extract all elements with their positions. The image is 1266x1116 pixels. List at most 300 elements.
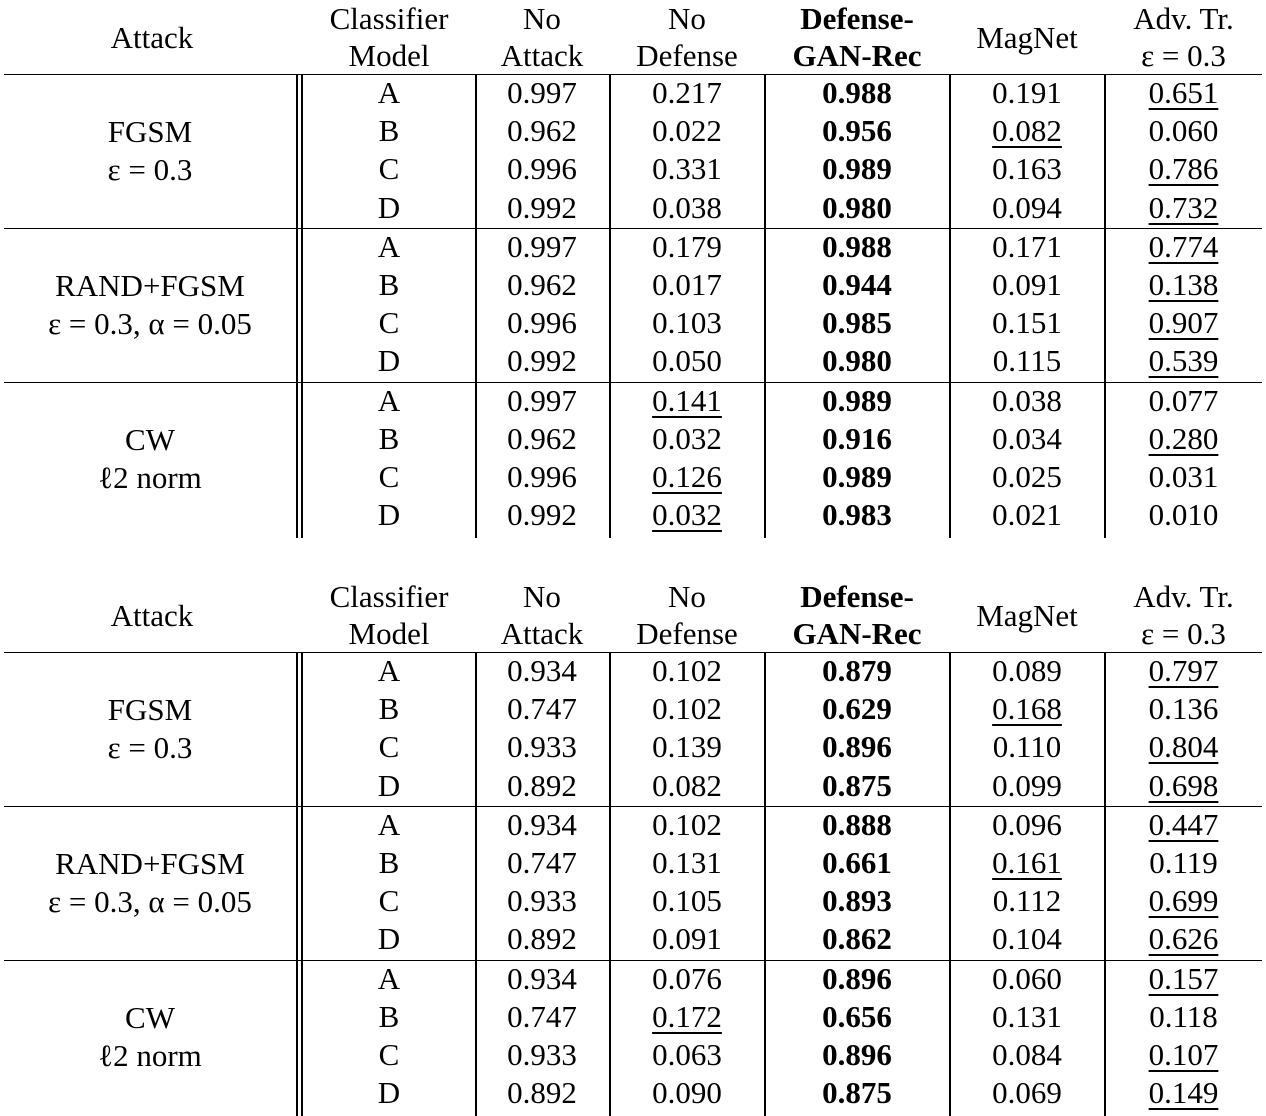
value-text: 0.989 xyxy=(822,459,892,494)
value-cell xyxy=(610,1074,764,1112)
value-text: 0.102 xyxy=(652,806,722,842)
value-cell xyxy=(950,767,1104,805)
value-cell xyxy=(610,652,764,690)
value-text: 0.786 xyxy=(1148,151,1219,187)
value-text: 0.091 xyxy=(652,921,722,957)
value-cell xyxy=(1105,342,1262,380)
value-cell xyxy=(765,458,949,496)
value-cell xyxy=(765,920,949,958)
header-line: No xyxy=(523,1,561,36)
attack-label xyxy=(0,961,300,1114)
value-cell xyxy=(765,228,949,266)
value-text: 0.747 xyxy=(507,691,577,727)
value-cell xyxy=(610,496,764,534)
value-text: 0.141 xyxy=(652,382,722,418)
attack-params: ε = 0.3 xyxy=(107,152,193,188)
value-text: 0.118 xyxy=(1149,998,1218,1034)
value-cell xyxy=(610,189,764,227)
value-cell xyxy=(476,1074,608,1112)
value-text: 0.997 xyxy=(507,228,577,264)
classifier-model-cell: C xyxy=(378,1037,400,1072)
value-cell xyxy=(476,112,608,150)
attack-name: CW xyxy=(125,421,175,457)
value-cell xyxy=(950,728,1104,766)
value-text: 0.656 xyxy=(822,998,892,1034)
value-cell xyxy=(950,228,1104,266)
attack-params: ε = 0.3 xyxy=(107,730,193,766)
value-cell xyxy=(1105,806,1262,844)
classifier-model-cell: A xyxy=(377,382,401,418)
value-text: 0.163 xyxy=(992,151,1062,187)
header-line: Classifier xyxy=(329,1,449,36)
value-text: 0.888 xyxy=(822,806,892,842)
value-cell xyxy=(476,228,608,266)
value-text: 0.038 xyxy=(992,382,1062,418)
value-cell xyxy=(765,960,949,998)
header-cell xyxy=(765,0,949,74)
value-text: 0.110 xyxy=(992,729,1062,765)
value-cell xyxy=(950,960,1104,998)
value-text: 0.989 xyxy=(822,151,892,187)
value-cell xyxy=(950,1036,1104,1074)
table-header xyxy=(0,0,1266,74)
value-cell xyxy=(610,882,764,920)
value-cell xyxy=(476,652,608,690)
header-line: Adv. Tr. xyxy=(1133,579,1234,614)
value-cell xyxy=(476,150,608,188)
value-text: 0.331 xyxy=(652,151,722,187)
header-line: Attack xyxy=(110,597,194,633)
value-cell xyxy=(950,882,1104,920)
value-text: 0.892 xyxy=(507,767,577,803)
header-cell xyxy=(303,578,475,652)
value-cell xyxy=(1105,496,1262,534)
value-text: 0.017 xyxy=(652,267,722,302)
value-text: 0.896 xyxy=(822,1037,892,1072)
value-text: 0.962 xyxy=(507,420,577,456)
table-header xyxy=(0,578,1266,652)
header-line: Defense xyxy=(636,616,738,651)
value-text: 0.161 xyxy=(992,845,1062,880)
header-cell xyxy=(476,0,608,74)
value-text: 0.102 xyxy=(652,653,722,688)
value-cell xyxy=(1105,1036,1262,1074)
value-cell xyxy=(1105,266,1262,304)
header-line: MagNet xyxy=(976,19,1078,55)
value-cell xyxy=(476,1036,608,1074)
value-text: 0.126 xyxy=(652,459,722,494)
value-cell xyxy=(765,150,949,188)
classifier-model-cell: D xyxy=(377,497,401,533)
value-cell xyxy=(950,844,1104,882)
value-text: 0.119 xyxy=(1149,845,1218,880)
value-cell xyxy=(950,382,1104,420)
header-cell xyxy=(303,0,475,74)
value-text: 0.082 xyxy=(992,113,1062,149)
value-cell xyxy=(950,998,1104,1036)
value-cell xyxy=(476,960,608,998)
classifier-model-cell: C xyxy=(378,459,400,494)
value-text: 0.136 xyxy=(1148,691,1219,727)
value-cell xyxy=(1105,112,1262,150)
value-cell xyxy=(476,767,608,805)
value-cell xyxy=(610,150,764,188)
header-line: ε = 0.3 xyxy=(1141,616,1226,651)
attack-label xyxy=(0,653,300,806)
value-text: 0.060 xyxy=(992,960,1062,996)
value-text: 0.747 xyxy=(507,998,577,1034)
value-text: 0.084 xyxy=(992,1037,1062,1072)
value-cell xyxy=(610,728,764,766)
header-line: Classifier xyxy=(329,579,449,614)
value-cell xyxy=(1105,728,1262,766)
value-text: 0.933 xyxy=(507,729,577,765)
value-cell xyxy=(476,920,608,958)
value-text: 0.962 xyxy=(507,113,577,149)
header-line: Attack xyxy=(110,19,194,55)
value-cell xyxy=(765,998,949,1036)
header-line: No xyxy=(668,1,706,36)
value-text: 0.179 xyxy=(652,228,722,264)
value-cell xyxy=(1105,304,1262,342)
attack-name: FGSM xyxy=(107,114,193,150)
classifier-model-cell: B xyxy=(378,998,400,1034)
value-cell xyxy=(950,150,1104,188)
value-cell xyxy=(476,304,608,342)
value-cell xyxy=(765,882,949,920)
header-line: Defense- xyxy=(800,1,914,36)
value-text: 0.031 xyxy=(1148,459,1219,494)
value-cell xyxy=(765,806,949,844)
header-line: Model xyxy=(348,38,430,73)
header-cell xyxy=(950,578,1104,652)
value-text: 0.892 xyxy=(507,1075,577,1111)
value-cell xyxy=(950,496,1104,534)
value-cell xyxy=(1105,652,1262,690)
classifier-model-cell: B xyxy=(378,113,400,149)
value-cell xyxy=(610,228,764,266)
value-cell xyxy=(610,266,764,304)
value-cell xyxy=(1105,382,1262,420)
value-cell xyxy=(1105,458,1262,496)
value-cell xyxy=(765,382,949,420)
value-cell xyxy=(476,266,608,304)
header-line: Adv. Tr. xyxy=(1133,1,1234,36)
value-cell xyxy=(950,74,1104,112)
value-text: 0.217 xyxy=(652,75,722,110)
value-cell xyxy=(950,458,1104,496)
classifier-model-cell: D xyxy=(377,343,401,379)
value-cell xyxy=(610,844,764,882)
value-text: 0.149 xyxy=(1148,1075,1219,1111)
header-line: No xyxy=(523,579,561,614)
value-cell xyxy=(950,806,1104,844)
classifier-model-cell: D xyxy=(377,189,401,225)
value-cell xyxy=(950,652,1104,690)
value-cell xyxy=(765,690,949,728)
value-text: 0.980 xyxy=(822,343,892,379)
value-text: 0.168 xyxy=(992,691,1062,727)
value-text: 0.138 xyxy=(1148,267,1219,302)
attack-params: ℓ2 norm xyxy=(98,459,202,495)
value-cell xyxy=(950,342,1104,380)
value-cell xyxy=(1105,420,1262,458)
value-cell xyxy=(610,458,764,496)
value-text: 0.063 xyxy=(652,1037,722,1072)
value-cell xyxy=(1105,690,1262,728)
results-table-1 xyxy=(0,0,1266,535)
value-cell xyxy=(1105,920,1262,958)
value-text: 0.104 xyxy=(992,921,1062,957)
value-cell xyxy=(765,844,949,882)
value-text: 0.896 xyxy=(822,729,892,765)
value-cell xyxy=(765,728,949,766)
results-table-2 xyxy=(0,578,1266,1113)
value-cell xyxy=(950,266,1104,304)
value-cell xyxy=(610,767,764,805)
value-cell xyxy=(1105,150,1262,188)
value-text: 0.997 xyxy=(507,382,577,418)
value-cell xyxy=(610,960,764,998)
value-cell xyxy=(765,74,949,112)
value-cell xyxy=(765,767,949,805)
value-text: 0.774 xyxy=(1148,228,1219,264)
value-text: 0.077 xyxy=(1148,382,1219,418)
attack-name: RAND+FGSM xyxy=(55,268,245,304)
header-line: GAN-Rec xyxy=(792,616,922,651)
value-text: 0.996 xyxy=(507,459,577,494)
value-cell xyxy=(476,74,608,112)
header-line: Defense- xyxy=(800,579,914,614)
value-cell xyxy=(950,690,1104,728)
value-text: 0.862 xyxy=(822,921,892,957)
value-text: 0.804 xyxy=(1148,729,1219,765)
value-cell xyxy=(476,458,608,496)
value-text: 0.025 xyxy=(992,459,1062,494)
value-text: 0.992 xyxy=(507,189,577,225)
value-cell xyxy=(476,806,608,844)
value-cell xyxy=(476,998,608,1036)
value-text: 0.934 xyxy=(507,806,577,842)
classifier-model-cell: D xyxy=(377,1075,401,1111)
classifier-model-cell: C xyxy=(378,151,400,187)
value-text: 0.988 xyxy=(822,75,892,110)
classifier-model-cell: B xyxy=(378,845,400,880)
value-cell xyxy=(476,882,608,920)
value-text: 0.983 xyxy=(822,497,892,533)
value-cell xyxy=(476,690,608,728)
value-text: 0.892 xyxy=(507,921,577,957)
value-text: 0.996 xyxy=(507,151,577,187)
value-cell xyxy=(765,266,949,304)
value-cell xyxy=(1105,960,1262,998)
value-cell xyxy=(476,382,608,420)
value-text: 0.907 xyxy=(1148,305,1219,341)
value-cell xyxy=(610,382,764,420)
header-line: Defense xyxy=(636,38,738,73)
value-text: 0.447 xyxy=(1148,806,1219,842)
value-text: 0.934 xyxy=(507,653,577,688)
value-text: 0.875 xyxy=(822,767,892,803)
value-cell xyxy=(476,728,608,766)
value-text: 0.069 xyxy=(992,1075,1062,1111)
classifier-model-cell: C xyxy=(378,883,400,919)
value-text: 0.896 xyxy=(822,960,892,996)
header-line: GAN-Rec xyxy=(792,38,922,73)
value-text: 0.191 xyxy=(992,75,1062,110)
value-text: 0.090 xyxy=(652,1075,722,1111)
value-text: 0.151 xyxy=(992,305,1062,341)
classifier-model-cell: C xyxy=(378,305,400,341)
value-cell xyxy=(610,806,764,844)
value-text: 0.021 xyxy=(992,497,1062,533)
value-cell xyxy=(765,189,949,227)
value-cell xyxy=(765,1074,949,1112)
value-text: 0.171 xyxy=(992,228,1062,264)
header-cell xyxy=(476,578,608,652)
value-cell xyxy=(610,74,764,112)
value-cell xyxy=(950,189,1104,227)
value-cell xyxy=(476,420,608,458)
value-cell xyxy=(476,844,608,882)
value-text: 0.989 xyxy=(822,382,892,418)
attack-params: ε = 0.3, α = 0.05 xyxy=(48,306,252,342)
value-cell xyxy=(950,112,1104,150)
value-text: 0.732 xyxy=(1148,189,1219,225)
attack-name: FGSM xyxy=(107,692,193,728)
value-cell xyxy=(950,420,1104,458)
header-line: Attack xyxy=(500,38,584,73)
value-text: 0.280 xyxy=(1148,420,1219,456)
classifier-model-cell: D xyxy=(377,921,401,957)
value-text: 0.103 xyxy=(652,305,722,341)
classifier-model-cell: A xyxy=(377,75,401,110)
value-text: 0.131 xyxy=(652,845,722,880)
value-text: 0.139 xyxy=(652,729,722,765)
value-cell xyxy=(950,920,1104,958)
value-cell xyxy=(765,112,949,150)
attack-params: ℓ2 norm xyxy=(98,1037,202,1073)
header-cell xyxy=(1105,578,1262,652)
header-cell xyxy=(765,578,949,652)
value-cell xyxy=(765,652,949,690)
attack-params: ε = 0.3, α = 0.05 xyxy=(48,884,252,920)
value-text: 0.050 xyxy=(652,343,722,379)
value-text: 0.010 xyxy=(1148,497,1219,533)
header-cell xyxy=(4,0,300,74)
value-text: 0.933 xyxy=(507,883,577,919)
value-cell xyxy=(765,1036,949,1074)
value-cell xyxy=(610,920,764,958)
attack-label xyxy=(0,807,300,960)
classifier-model-cell: D xyxy=(377,767,401,803)
value-text: 0.933 xyxy=(507,1037,577,1072)
header-line: ε = 0.3 xyxy=(1141,38,1226,73)
value-text: 0.105 xyxy=(652,883,722,919)
value-text: 0.157 xyxy=(1148,960,1219,996)
header-cell xyxy=(610,0,764,74)
classifier-model-cell: A xyxy=(377,653,401,688)
value-text: 0.893 xyxy=(822,883,892,919)
value-cell xyxy=(765,496,949,534)
value-text: 0.034 xyxy=(992,420,1062,456)
value-cell xyxy=(1105,882,1262,920)
value-cell xyxy=(765,420,949,458)
value-cell xyxy=(1105,767,1262,805)
attack-label xyxy=(0,229,300,382)
value-cell xyxy=(610,420,764,458)
classifier-model-cell: A xyxy=(377,960,401,996)
header-line: Model xyxy=(348,616,430,651)
value-text: 0.992 xyxy=(507,343,577,379)
value-text: 0.629 xyxy=(822,691,892,727)
value-text: 0.944 xyxy=(822,267,892,302)
value-cell xyxy=(610,998,764,1036)
value-text: 0.962 xyxy=(507,267,577,302)
value-text: 0.997 xyxy=(507,75,577,110)
value-cell xyxy=(1105,189,1262,227)
value-text: 0.131 xyxy=(992,998,1062,1034)
value-text: 0.022 xyxy=(652,113,722,149)
classifier-model-cell: A xyxy=(377,228,401,264)
header-cell xyxy=(1105,0,1262,74)
value-cell xyxy=(765,304,949,342)
value-cell xyxy=(1105,228,1262,266)
value-text: 0.099 xyxy=(992,767,1062,803)
value-text: 0.089 xyxy=(992,653,1062,688)
attack-label xyxy=(0,383,300,536)
value-cell xyxy=(610,304,764,342)
value-text: 0.115 xyxy=(992,343,1062,379)
value-text: 0.985 xyxy=(822,305,892,341)
value-text: 0.996 xyxy=(507,305,577,341)
header-line: MagNet xyxy=(976,597,1078,633)
value-text: 0.879 xyxy=(822,653,892,688)
value-cell xyxy=(610,1036,764,1074)
value-cell xyxy=(610,342,764,380)
value-text: 0.980 xyxy=(822,189,892,225)
value-text: 0.699 xyxy=(1148,883,1219,919)
value-text: 0.107 xyxy=(1148,1037,1219,1072)
value-cell xyxy=(610,112,764,150)
value-text: 0.539 xyxy=(1148,343,1219,379)
value-text: 0.032 xyxy=(652,420,722,456)
classifier-model-cell: A xyxy=(377,806,401,842)
value-text: 0.747 xyxy=(507,845,577,880)
value-cell xyxy=(1105,1074,1262,1112)
attack-name: CW xyxy=(125,999,175,1035)
value-text: 0.988 xyxy=(822,228,892,264)
attack-label xyxy=(0,75,300,228)
value-text: 0.916 xyxy=(822,420,892,456)
value-text: 0.076 xyxy=(652,960,722,996)
value-text: 0.172 xyxy=(652,998,722,1034)
value-cell xyxy=(1105,844,1262,882)
value-text: 0.112 xyxy=(992,883,1062,919)
header-cell xyxy=(4,578,300,652)
classifier-model-cell: C xyxy=(378,729,400,765)
value-cell xyxy=(476,342,608,380)
value-cell xyxy=(476,496,608,534)
value-text: 0.934 xyxy=(507,960,577,996)
header-cell xyxy=(950,0,1104,74)
value-text: 0.032 xyxy=(652,497,722,533)
header-cell xyxy=(610,578,764,652)
value-cell xyxy=(765,342,949,380)
classifier-model-cell: B xyxy=(378,267,400,302)
value-text: 0.875 xyxy=(822,1075,892,1111)
value-cell xyxy=(1105,998,1262,1036)
